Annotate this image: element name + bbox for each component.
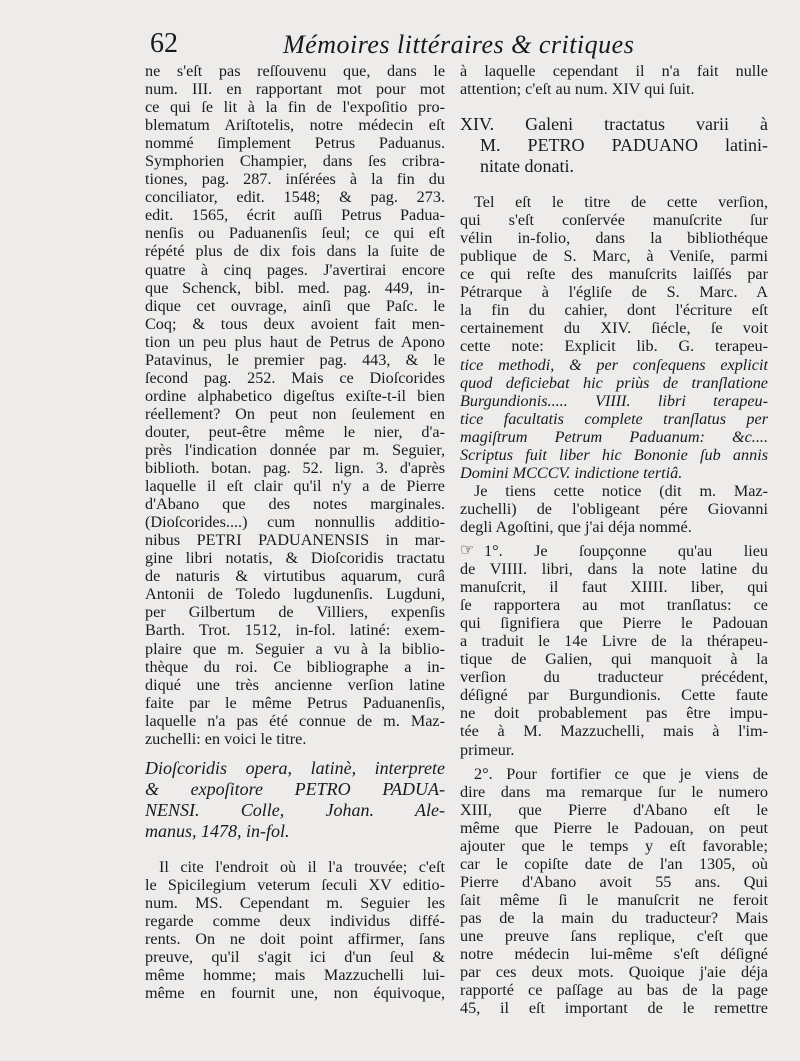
text-line: tée à M. Mazzuchelli, mais à l'im- [460,722,768,741]
text-line: Domini MCCCV. indictione tertiâ. [460,463,683,482]
text-line: Barth. Trot. 1512, in-fol. latiné: exem- [145,621,445,640]
text-line: blematum Ariſtotelis, notre médecin eſt [145,116,445,135]
text-line: Il cite l'endroit où il l'a trouvée; c'eſt [159,857,445,876]
text-line: nommé ſimplement Petrus Paduanus. [145,134,445,153]
text-line: zuchelli: en voici le titre. [145,729,307,748]
text-line: 45, il eſt important de le remettre [460,999,768,1018]
left-tail-paragraph [145,858,445,1002]
text-line: cette note: Explicit lib. G. terapeu- [460,337,768,356]
title-line: & expoſitore PETRO PADUA- [145,778,445,799]
remark-2 [460,765,768,1018]
text-line: de naturis & virtutibus aquarum, curâ [145,567,445,586]
text-line: même homme; mais Mazzuchelli lui- [145,966,445,985]
text-line: répété plus de dix fois dans la ſuite de [145,242,445,261]
text-line: regarde comme deux individus diffé- [145,911,445,930]
text-line: de VIIII. libri, dans la note latine du [460,560,768,579]
text-line: tice methodi, & per conſequens explicit [460,355,768,374]
text-line: une preuve ſans replique, c'eſt que [460,926,768,945]
text-line: magiſtrum Petrum Paduanum: &c.... [460,427,768,446]
text-line: a traduit le 14e Livre de la thérapeu- [460,632,768,651]
book-title-citation [145,758,445,842]
text-line: manuſcrit, il faut XIIII. liber, qui [460,578,768,597]
text-line: Symphorien Champier, dans ſes cribra- [145,152,445,171]
text-line: Je tiens cette notice (dit m. Maz- [474,481,768,500]
text-line: conciliator, edit. 1548; & pag. 273. [145,188,445,207]
text-line: gine libri notatis, & Dioſcoridis tractatu [145,549,445,568]
text-line: d'Abano que des notes marginales. [145,495,445,514]
text-line: douter, peut-être même le nier, d'a- [145,422,445,441]
text-line: zuchelli) de l'obligeant pére Giovanni [460,499,768,518]
text-line: notre médecin lui-même s'eſt déſigné [460,945,768,964]
text-line: Scriptus fuit liber hic Bononie ſub annis [460,445,768,464]
text-line: attention; c'eſt au num. XIV qui ſuit. [460,80,695,99]
text-line: nenſis ou Paduanenſis ſeul; ce qui eſt [145,224,445,243]
text-line: verſion du traducteur précédent, [460,668,768,687]
text-line: rapporté ce paſſage au bas de la page [460,981,768,1000]
text-line: ſait même ſi le manuſcrit ne feroit [460,890,768,909]
text-line: la fin du cahier, dont l'écriture eſt [460,301,768,320]
text-line: pas de la main du traducteur? Mais [460,908,768,927]
text-line: nibus PETRI PADUANENSIS in mar- [145,531,445,550]
heading-line: M. PETRO PADUANO latini- [480,135,768,156]
title-line: NENSI. Colle, Johan. Ale- [145,799,445,820]
page-number: 62 [150,28,178,59]
text-line: diqué une très ancienne verſion latine [145,675,445,694]
text-line: à laquelle cependant il n'a fait nulle [460,62,768,80]
text-line: même en fournit une, non équivoque, [145,984,445,1003]
text-line: faite par le même Petrus Paduanenſis, [145,693,445,712]
text-line [460,542,768,560]
text-line: per Gilbertum de Villiers, expenſis [145,603,445,622]
text-line: tique de Galien, qui manquoit à la [460,650,768,669]
right-column [460,62,768,1017]
text-line: que Schenck, bibl. med. pag. 449, in- [145,278,445,297]
text-line: quatre à cinq pages. J'avertirai encore [145,260,445,279]
text-line: vélin in-folio, dans la bibliothéque [460,229,768,248]
section-heading-xiv [460,114,768,177]
text-line: plaire que m. Seguier a vu à la biblio- [145,639,445,658]
text-line: car le copiſte date de l'an 1305, où [460,854,768,873]
text-line: ſe rapportera au mot tranſlatus: ce [460,596,768,615]
text-line: Burgundionis..... VIIII. libri terapeu- [460,391,768,410]
remark-1 [460,542,768,759]
text-line: certainement du XIV. ſiécle, ſe voit [460,319,768,338]
text-line: dire dans ma remarque ſur le numero [460,782,768,801]
heading-line: nitate donati. [480,156,574,177]
title-line: Dioſcoridis opera, latinè, interprete [145,757,445,778]
text-line: ne s'eſt pas reſſouvenu que, dans le [145,62,445,80]
text-line: tion un peu plus haut de Petrus de Apono [145,332,445,351]
text-line: ſecond pag. 252. Mais ce Dioſcorides [145,368,445,387]
text-line: quod deficiebat hic priùs de tranſlatione [460,373,768,392]
text-line: tiones, pag. 287. inſérées à la fin du [145,170,445,189]
text-line: par ces deux mots. Quoique j'aie déja [460,963,768,982]
text-line: tice facultatis complete tranſlatus per [460,409,768,428]
text-line: biblioth. botan. pag. 52. lign. 3. d'après [145,459,445,478]
text-line: réellement? On peut non ſeulement en [145,404,445,423]
text-line: preuve, qu'il s'agit ici d'un ſeul & [145,948,445,967]
text-line: ce qui reſte des manuſcrits laiſſés par [460,265,768,284]
left-paragraph [145,62,445,748]
pointing-hand-icon: ☞ [460,541,475,559]
text-line: degli Agoſtini, que j'ai déja nommé. [460,517,692,536]
text-line: le Spicilegium veterum ſeculi XV editio- [145,875,445,894]
text-line: ajouter que le temps y eſt favorable; [460,836,768,855]
text-line: ce qui ſe lit à la fin de l'expoſitio pro- [145,98,445,117]
text-line: 2°. Pour fortifier ce que je viens de [474,764,768,783]
running-title: Mémoires littéraires & critiques [283,30,635,59]
heading-line: XIV. Galeni tractatus varii à [460,114,768,135]
text-line: Patavinus, le premier pag. 443, & le [145,350,445,369]
text-line: Antonii de Toledo lugdunenſis. Lugduni, [145,585,445,604]
text-line: dique cet ouvrage, ainſi que Paſc. le [145,296,445,315]
text-line: ne doit probablement pas être impu- [460,704,768,723]
text-line: primeur. [460,740,515,759]
right-body-paragraph [460,193,768,536]
left-column [145,62,445,1002]
text-line: (Dioſcorides....) cum nonnullis additio- [145,513,445,532]
text-line: Pierre d'Abano avoit 55 ans. Qui [460,872,768,891]
text-line: publique de S. Marc, à Veniſe, parmi [460,247,768,266]
text-line: Tel eſt le titre de cette verſion, [474,193,768,212]
remark-1-first-line: 1°. Je ſoupçonne qu'au lieu [484,541,768,560]
text-line: même que Pierre le Padouan, on peut [460,818,768,837]
text-line: Coq; & tous deux avoient fait men- [145,314,445,333]
text-line: Pétrarque à l'égliſe de S. Marc. A [460,283,768,302]
text-line: thèque du roi. Ce bibliographe a in- [145,657,445,676]
text-line: edit. 1565, écrit auſſi Petrus Padua- [145,206,445,225]
text-line: XIII, que Pierre d'Abano eſt le [460,800,768,819]
text-line: qui ſignifiera que Pierre le Padouan [460,614,768,633]
text-line: qui s'eſt conſervée manuſcrite ſur [460,211,768,230]
text-line: num. MS. Cependant m. Seguier les [145,893,445,912]
text-line: rents. On ne doit point affirmer, ſans [145,929,445,948]
text-line: laquelle n'a pas été connue de m. Maz- [145,711,445,730]
text-line: ordine alphabetico digeſtus exiſte-t-il bien [145,386,445,405]
text-line: déſigné par Burgundionis. Cette faute [460,686,768,705]
right-intro [460,62,768,98]
text-line: laquelle il eſt clair qu'il n'y a de Pierre [145,477,445,496]
text-line: près l'indication donnée par m. Seguier, [145,440,445,459]
title-line: manus, 1478, in-fol. [145,820,290,841]
text-line: num. III. en rapportant mot pour mot [145,80,445,99]
